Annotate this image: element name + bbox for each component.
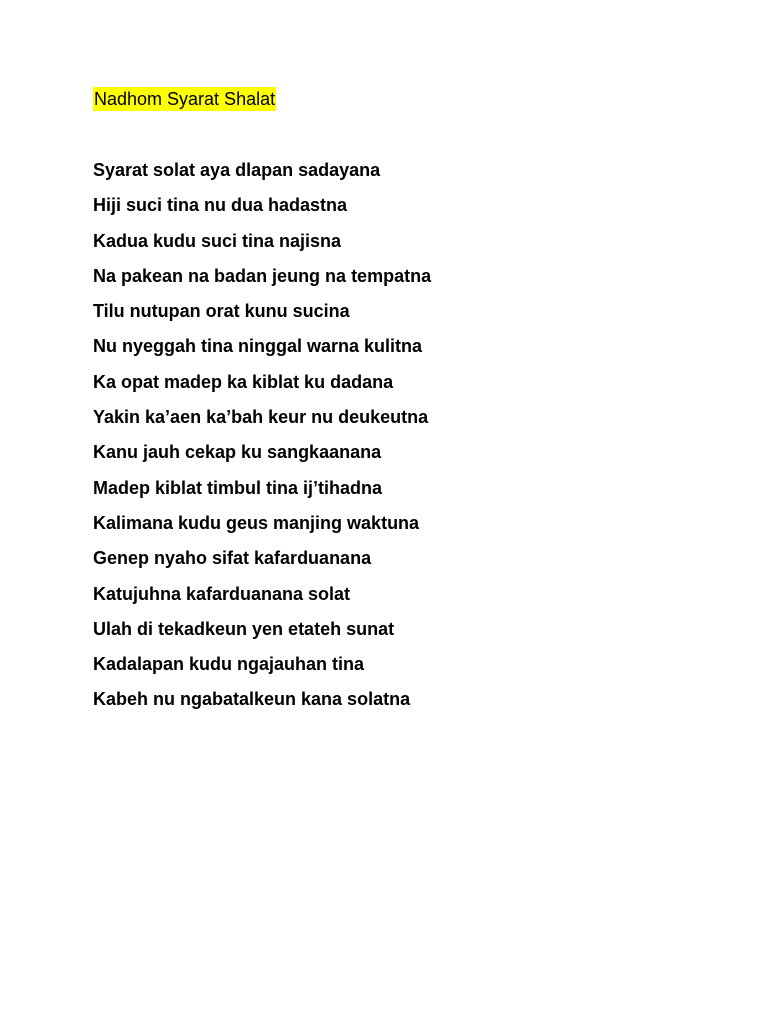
poem-line: Kadalapan kudu ngajauhan tina [93,654,365,675]
poem-line: Kanu jauh cekap ku sangkaanana [93,442,382,463]
poem-line: Yakin ka’aen ka’bah keur nu deukeutna [93,407,429,428]
poem-line: Syarat solat aya dlapan sadayana [93,160,381,180]
poem-line: Genep nyaho sifat kafarduanana [93,548,372,569]
poem-line: Kadua kudu suci tina najisna [93,230,342,251]
poem-lines [93,158,431,723]
poem-line: Katujuhna kafarduanana solat [93,583,351,604]
poem-line: Nu nyeggah tina ninggal warna kulitna [93,336,423,357]
poem-line: Kabeh nu ngabatalkeun kana solatna [93,689,411,710]
poem-line: Ulah di tekadkeun yen etateh sunat [93,618,395,639]
poem-line: Kalimana kudu geus manjing waktuna [93,512,420,533]
poem-line: Madep kiblat timbul tina ij’tihadna [93,477,383,498]
poem-line: Hiji suci tina nu dua hadastna [93,195,348,216]
poem-line: Tilu nutupan orat kunu sucina [93,301,350,322]
poem-line: Na pakean na badan jeung na tempatna [93,265,432,286]
poem-line: Ka opat madep ka kiblat ku dadana [93,371,394,392]
document-title: Nadhom Syarat Shalat [94,89,276,109]
